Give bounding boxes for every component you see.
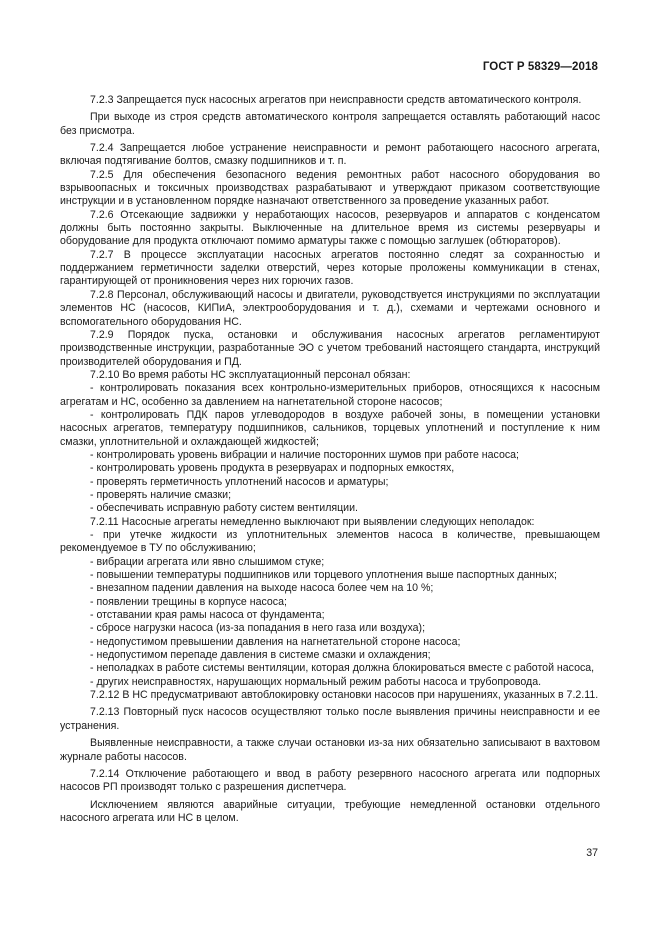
paragraph-7-2-4: 7.2.4 Запрещается любое устранение неисправности и ремонт работающего насосного агрегата, включая подтягивание болтов, смазку подшипников и т. п.: [60, 142, 600, 168]
paragraph-7-2-9: 7.2.9 Порядок пуска, остановки и обслуживания насосных агрегатов регламентируют производственные инструкции, разработанные ЭО с учетом требований настоящего стандарта, инструкций производителей оборудования и ПД.: [60, 328, 600, 368]
list-item: - при утечке жидкости из уплотнительных элементов насоса в количестве, превышающем рекомендуемое в ТУ по обслуживанию;: [60, 529, 600, 555]
list-item: - обеспечивать исправную работу систем вентиляции.: [90, 502, 358, 515]
paragraph-7-2-7: 7.2.7 В процессе эксплуатации насосных агрегатов постоянно следят за сохранностью и поддержанием герметичности заделки отверстий, через которые проложены коммуникации в стенах, гарантирующей от проникновения через них горючих газов.: [60, 248, 600, 288]
paragraph-7-2-6: 7.2.6 Отсекающие задвижки у неработающих насосов, резервуаров и аппаратов с конденсатом должны быть постоянно закрыты. Выключенные на длительное время из системы резервуары и оборудование для продукта отключают помимо арматуры также с помощью заглушек (обтюраторов).: [60, 208, 600, 248]
list-item: - отставании края рамы насоса от фундамента;: [90, 609, 325, 622]
list-item: - проверять герметичность уплотнений насосов и арматуры;: [90, 475, 389, 488]
list-item: - контролировать уровень продукта в резервуарах и подпорных емкостях,: [90, 462, 455, 475]
list-item: - неполадках в работе системы вентиляции, которая должна блокироваться вместе с работой насоса,: [90, 662, 595, 675]
list-item: - повышении температуры подшипников или торцевого уплотнения выше паспортных данных;: [90, 569, 557, 582]
paragraph-7-2-10: 7.2.10 Во время работы НС эксплуатационный персонал обязан:: [90, 368, 411, 381]
document-header: ГОСТ Р 58329—2018: [482, 61, 598, 73]
list-item: - контролировать уровень вибрации и наличие посторонних шумов при работе насоса;: [90, 448, 519, 461]
paragraph-7-2-5: 7.2.5 Для обеспечения безопасного ведения ремонтных работ насосного оборудования во взрывоопасных и токсичных производствах разрабатывают и утверждают приказом соответствующие инструкции и в установленном порядке назначают ответственного за проведение указанных работ.: [60, 168, 600, 208]
list-item: - контролировать показания всех контрольно-измерительных приборов, относящихся к насосным агрегатам и НС, особенно за давлением на нагнетательной стороне насосов;: [60, 382, 600, 408]
list-item: - недопустимом перепаде давления в системе смазки и охлаждения;: [90, 649, 431, 662]
list-item: - других неисправностях, нарушающих нормальный режим работы насоса и трубопровода.: [90, 675, 542, 688]
paragraph: Выявленные неисправности, а также случаи остановки из-за них обязательно записывают в вахтовом журнале работы насосов.: [60, 737, 600, 763]
list-item: - вибрации агрегата или явно слышимом стуке;: [90, 555, 325, 568]
paragraph-7-2-12: 7.2.12 В НС предусматривают автоблокировку остановки насосов при нарушениях, указанных в 7.2.11.: [90, 689, 599, 702]
list-item: - внезапном падении давления на выходе насоса более чем на 10 %;: [90, 582, 434, 595]
paragraph-7-2-8: 7.2.8 Персонал, обслуживающий насосы и двигатели, руководствуется инструкциями по эксплуатации элементов НС (насосов, КИПиА, электрооборудования и т. д.), схемами и чертежами основного и вспомогательного оборудования НС.: [60, 288, 600, 328]
list-item: - сбросе нагрузки насоса (из-за попадания в него газа или воздуха);: [90, 622, 426, 635]
paragraph: При выходе из строя средств автоматического контроля запрещается оставлять работающий насос без присмотра.: [60, 111, 600, 137]
page-number: 37: [586, 847, 598, 859]
paragraph-7-2-11: 7.2.11 Насосные агрегаты немедленно выключают при выявлении следующих неполадок:: [90, 515, 535, 528]
paragraph-7-2-3: 7.2.3 Запрещается пуск насосных агрегатов при неисправности средств автоматического контроля.: [90, 94, 582, 106]
list-item: - контролировать ПДК паров углеводородов в воздухе рабочей зоны, в помещении установки насосных агрегатов, температуру подшипников, сальников, торцевых уплотнений и поступление к ним смазки, уплотнительной и охлаждающей жидкостей;: [60, 408, 600, 448]
paragraph-7-2-13: 7.2.13 Повторный пуск насосов осуществляют только после выявления причины неисправности и ее устранения.: [60, 706, 600, 732]
list-item: - проверять наличие смазки;: [90, 488, 232, 501]
list-item: - появлении трещины в корпусе насоса;: [90, 595, 287, 608]
paragraph-7-2-14: 7.2.14 Отключение работающего и ввод в работу резервного насосного агрегата или подпорных насосов РП производят только с разрешения диспетчера.: [60, 767, 600, 794]
document-body: [60, 90, 600, 825]
list-item: - недопустимом превышении давления на нагнетательной стороне насоса;: [90, 635, 461, 648]
paragraph: Исключением являются аварийные ситуации, требующие немедленной остановки отдельного насосного агрегата или НС в целом.: [60, 798, 600, 824]
